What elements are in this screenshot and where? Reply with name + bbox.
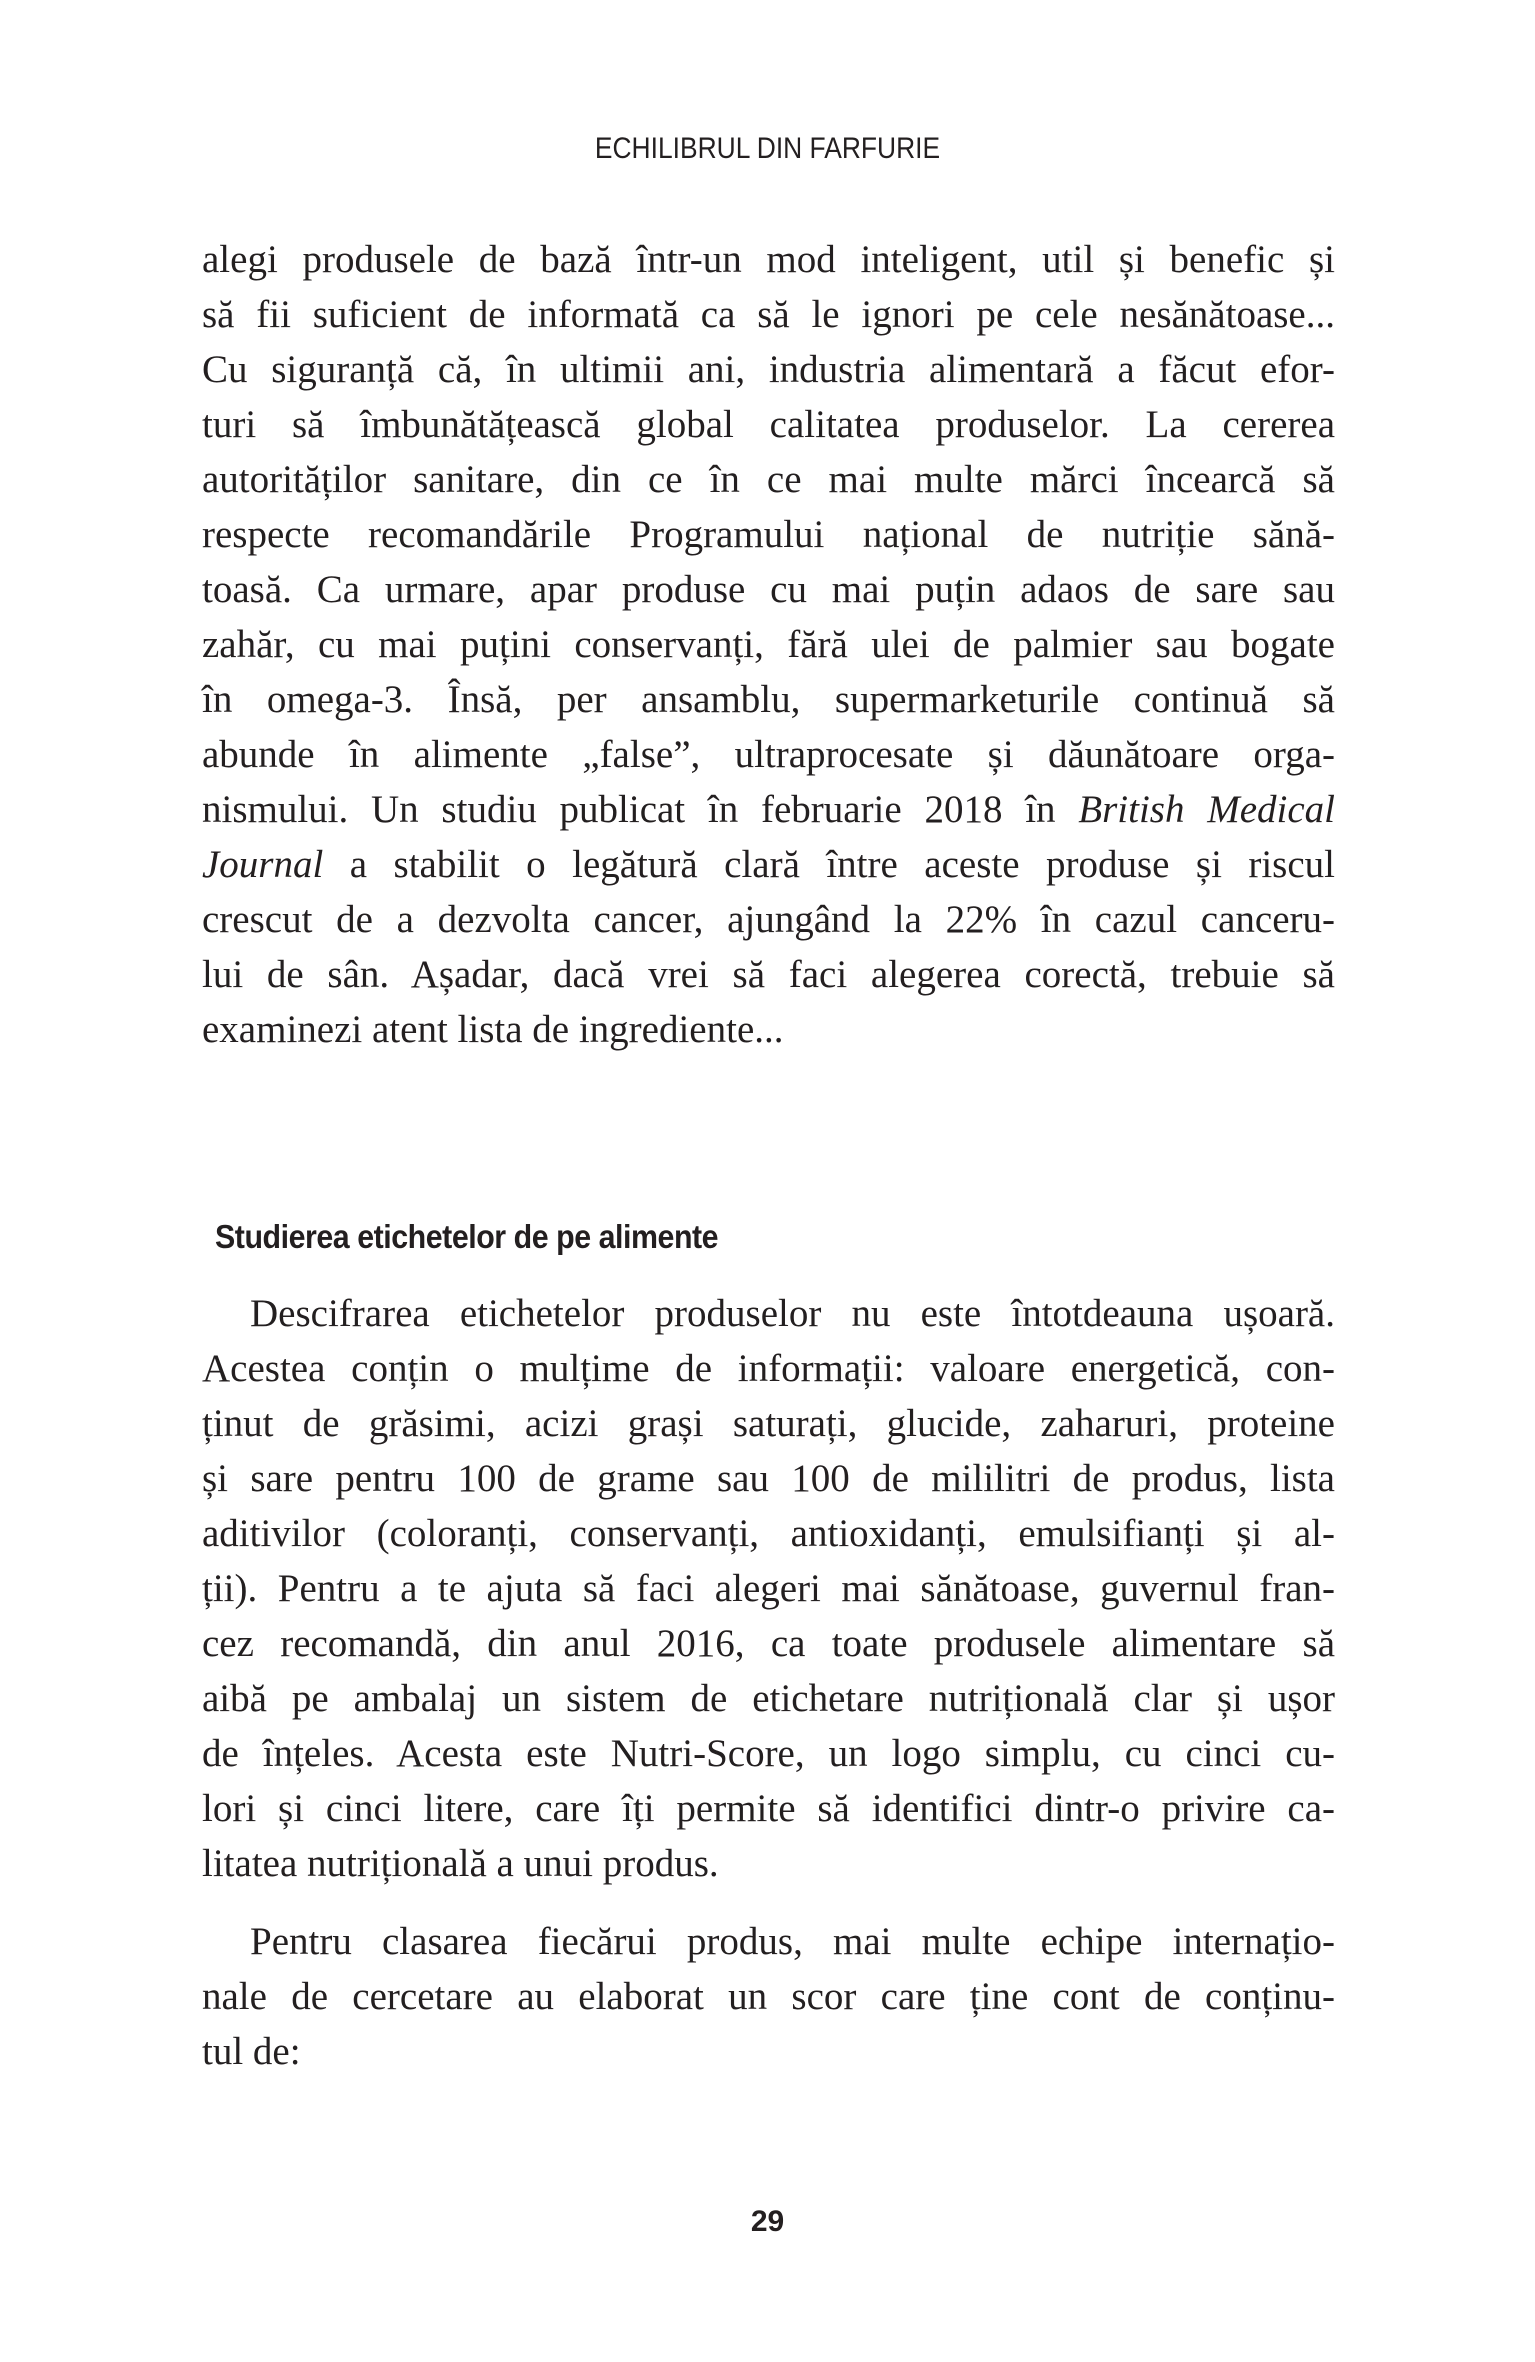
text-line: aibă pe ambalaj un sistem de etichetare nutrițională clar și ușor (202, 1677, 1335, 1720)
page-number: 29 (750, 2205, 785, 2238)
running-header-title: ECHILIBRUL DIN FARFURIE (594, 132, 941, 165)
text-line: lui de sân. Așadar, dacă vrei să faci alegerea corectă, trebuie să (202, 953, 1335, 996)
text-line: ținut de grăsimi, acizi grași saturați, glucide, zaharuri, proteine (202, 1402, 1335, 1445)
text-line: turi să îmbunătățească global calitatea produselor. La cererea (202, 403, 1335, 446)
journal-title-italic: Journal (202, 843, 324, 886)
text-line: toasă. Ca urmare, apar produse cu mai puțin adaos de sare sau (202, 568, 1335, 611)
text-line: Pentru clasarea fiecărui produs, mai multe echipe internațio- (250, 1920, 1335, 1963)
text-line: litatea nutrițională a unui produs. (202, 1842, 719, 1885)
text-line: Cu siguranță că, în ultimii ani, industria alimentară a făcut efor- (202, 348, 1335, 391)
text-line: de înțeles. Acesta este Nutri-Score, un logo simplu, cu cinci cu- (202, 1732, 1335, 1775)
text-line: alegi produsele de bază într-un mod inteligent, util și benefic și (202, 238, 1335, 281)
text-line: să fii suficient de informată ca să le ignori pe cele nesănătoase... (202, 293, 1335, 336)
text-line: nale de cercetare au elaborat un scor care ține cont de conținu- (202, 1975, 1335, 2018)
text-line: respecte recomandările Programului național de nutriție sănă- (202, 513, 1335, 556)
journal-title-italic: British Medical (1078, 788, 1336, 831)
text-line: cez recomandă, din anul 2016, ca toate produsele alimentare să (202, 1622, 1335, 1665)
text-span: nismului. Un studiu publicat în februarie 2018 în (202, 788, 1056, 831)
text-line: crescut de a dezvolta cancer, ajungând la 22% în cazul canceru- (202, 898, 1335, 941)
text-line: și sare pentru 100 de grame sau 100 de mililitri de produs, lista (202, 1457, 1335, 1500)
text-span: a stabilit o legătură clară între aceste produse și riscul (349, 843, 1336, 886)
text-line: zahăr, cu mai puțini conservanți, fără ulei de palmier sau bogate (202, 623, 1335, 666)
text-line: în omega-3. Însă, per ansamblu, supermarketurile continuă să (202, 678, 1335, 721)
text-line: autorităților sanitare, din ce în ce mai multe mărci încearcă să (202, 458, 1335, 501)
text-line (202, 782, 1335, 837)
text-line: aditivilor (coloranți, conservanți, antioxidanți, emulsifianți și al- (202, 1512, 1335, 1555)
section-heading: Studierea etichetelor de pe alimente (215, 1218, 719, 1255)
text-line: Descifrarea etichetelor produselor nu este întotdeauna ușoară. (250, 1292, 1335, 1335)
text-line: Acestea conțin o mulțime de informații: valoare energetică, con- (202, 1347, 1335, 1390)
text-line: lori și cinci litere, care îți permite să identifici dintr-o privire ca- (202, 1787, 1335, 1830)
text-line: abunde în alimente „false”, ultraprocesate și dăunătoare orga- (202, 733, 1335, 776)
text-line (202, 837, 1335, 892)
text-line: ții). Pentru a te ajuta să faci alegeri mai sănătoase, guvernul fran- (202, 1567, 1335, 1610)
text-line: tul de: (202, 2030, 301, 2073)
text-line: examinezi atent lista de ingrediente... (202, 1008, 784, 1051)
